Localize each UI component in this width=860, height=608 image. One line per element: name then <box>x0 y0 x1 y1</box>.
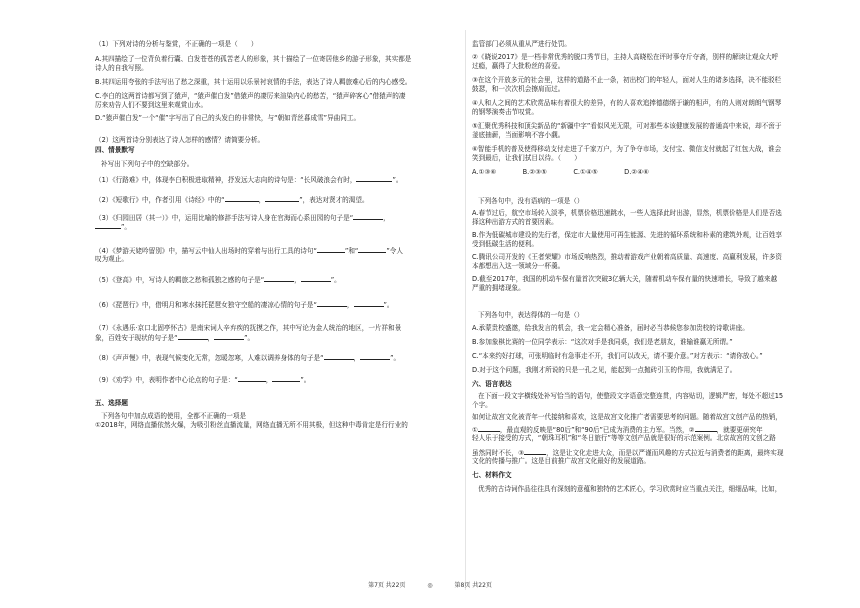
fill-blank <box>272 375 300 382</box>
line-text: 鼓瑟，和一次次机会擦肩而过。 <box>472 85 565 93</box>
line-text: 择这种出游方式的首要因素。 <box>472 218 558 226</box>
right-page-number: 第8页 共22页 <box>454 582 492 589</box>
line-text: ”。 <box>392 176 403 184</box>
line-text: 的钢琴演奏击节叹赏。 <box>472 108 538 116</box>
fill-blank <box>353 213 383 220</box>
line-text: ”。 <box>383 301 394 309</box>
line-text: ，这是让文化走进大众，而是以严谨而风趣的方式拉近与消费者的距离，最终实现 <box>546 449 784 457</box>
line-text: （3）《归园田居（其一）》中，运用比喻的修辞手法写诗人身在官海而心系田园的句子是“ <box>95 214 354 222</box>
text-line <box>472 85 842 94</box>
line-text: （7）《永遇乐·京口北固亭怀古》是南宋词人辛弃疾的抚摸之作，其中写论为金人统治的地区，一片祥和景 <box>95 324 402 332</box>
text-line <box>95 136 459 145</box>
line-text: D.对于这个问题，我刚才所说的只是一孔之见，能起到一点抛砖引玉的作用，我就满足了。 <box>472 366 737 374</box>
line-text: ”，表达对贤才的渴望。 <box>299 196 369 204</box>
text-line <box>95 222 459 232</box>
line-text: ”和“ <box>344 247 359 255</box>
line-text: A.春节过后，航空市场转入淡季，机票价格迅速跳水，一些人选择此时出游，显然，机票价格是人们是否选 <box>472 209 782 217</box>
text-line <box>95 64 459 73</box>
line-text: ， <box>265 376 273 384</box>
fill-blank <box>695 425 717 432</box>
fill-blank <box>95 222 121 229</box>
text-line <box>472 253 842 262</box>
text-line <box>472 366 842 375</box>
text-line <box>472 53 842 62</box>
text-line <box>472 40 842 49</box>
line-text: 在下面一段文字横线处补写恰当的语句，使整段文字语意完整连贯，内容贴切，逻辑严密，每处不超过15 <box>478 392 784 400</box>
line-text: ⑤汇聚优秀科技和顶尖新品的“新疆中字”看似风光无限，可对那些本该健康发展的普通高中来说，却不啻于 <box>472 122 782 130</box>
fill-blank <box>301 275 331 282</box>
line-text: ②《晓说2017》是一档非常优秀的脱口秀节目，主持人高晓松在评时事夺斤夺斋，别样的解读让观众大呼 <box>472 53 779 61</box>
line-text: C.李白的这两首诗都写到了猿声，“猿声催白发”借猿声的凄厉来渲染内心的愁苦，“猿声碎客心”借猿声的凄 <box>95 92 406 100</box>
text-line <box>95 55 459 64</box>
text-line <box>95 92 459 101</box>
left-page-number: 第7页 共22页 <box>368 582 406 589</box>
text-line <box>472 401 842 410</box>
line-text: ⑥智能手机的普及使得移动支付走进了千家万户，为了争夺市场，支付宝、微信支付就起了红包大战，谁会 <box>472 145 782 153</box>
line-text: （5）《登高》中，写诗人的羁旅之愁和孤独之感的句子是“ <box>95 276 265 284</box>
text-line <box>472 168 842 177</box>
text-line <box>95 353 459 363</box>
fill-blank <box>238 375 266 382</box>
line-text: ① <box>472 426 478 434</box>
line-text: 如何让故宫文化被青年一代接纳和喜欢，这是故宫文化推广者需要思考的问题。随着故宫文创产品的热销， <box>472 413 782 421</box>
line-text: ”。 <box>244 334 255 342</box>
text-line <box>95 275 459 285</box>
text-line <box>478 311 842 320</box>
line-text: ，最直观的反映是“80后”和“90后”已成为消费的主力军。当然，② <box>499 426 695 434</box>
line-text: （2）《短歌行》中，作者引用《诗经》中的“ <box>95 196 225 204</box>
text-line <box>95 101 459 110</box>
line-text: ”令人 <box>386 247 403 255</box>
text-line <box>472 99 842 108</box>
text-line <box>95 300 459 310</box>
text-line <box>472 324 842 333</box>
section-heading <box>472 471 842 480</box>
line-text: 个字。 <box>472 401 492 409</box>
text-line <box>478 392 842 401</box>
text-line <box>472 108 842 117</box>
line-text: ， <box>353 354 361 362</box>
text-line <box>472 338 842 347</box>
line-text: ①2018年，网络直播依然火爆，为吸引粉丝直播流量，网络直播无所不用其极，但这种中毒肯定是行行业的 <box>95 421 408 429</box>
line-text: ， <box>207 334 215 342</box>
line-text: D.“猿声催白发”一个“催”字写出了自己的头发白的非常快，与“朝如青丝暮成雪”异曲同工。 <box>95 114 361 122</box>
line-text: B.作为低碳城市建设的先行者，保定市大量使用可再生能源、先进的循环系统和朴素的建筑外观，让百姓享 <box>472 231 782 239</box>
line-text: A.①③⑥ B.②③⑤ C.①④⑤ D.②④⑥ <box>472 168 650 176</box>
line-text: ”。 <box>390 354 401 362</box>
fill-blank <box>214 333 244 340</box>
section-heading <box>95 399 459 408</box>
fill-blank <box>524 448 546 455</box>
text-line <box>472 154 842 163</box>
line-text: ， <box>258 196 266 204</box>
fill-blank <box>356 175 392 182</box>
right-page-column <box>472 0 842 608</box>
page-divider <box>465 30 466 590</box>
line-text: ， <box>294 276 301 284</box>
line-text: A.其四描绘了一位背负着行囊、白发苍苍的孤苦老人的形象，其十描绘了一位寄居他乡的游子形象，其实都是 <box>95 55 412 63</box>
text-line <box>478 485 842 494</box>
line-text: 诗人的自我写照。 <box>95 64 148 72</box>
line-text: 六、语言表达 <box>472 380 512 388</box>
line-text: A.承蒙贵校盛邀，给我发言的机会，我一定会精心准备，届时必当恭候您参加贵校的诗歌讲座。 <box>472 324 749 332</box>
fill-blank <box>264 275 294 282</box>
text-line <box>472 275 842 284</box>
line-text: 受到低碳生活的便利。 <box>472 240 538 248</box>
line-text: ”。 <box>300 376 311 384</box>
text-line <box>472 76 842 85</box>
page-footer <box>0 580 860 589</box>
text-line <box>95 195 459 205</box>
center-mark: ◎ <box>427 582 433 589</box>
line-text: 釜底抽薪，当面影响不容小觑。 <box>472 131 565 139</box>
text-line <box>472 122 842 131</box>
fill-blank <box>324 353 354 360</box>
text-line <box>101 412 459 421</box>
fill-blank <box>265 195 299 202</box>
line-text: C.腾讯公司开发的《王者荣耀》市场反响热烈，推动着游戏产业朝着高质量、高速度、高赢利发展，许多资 <box>472 253 783 261</box>
text-line <box>472 434 842 443</box>
text-line <box>95 375 459 385</box>
line-text: ④人和人之间的艺术欣赏品味有着很大的差异，有的人喜欢追捧德德纲于谦的相声，有的人则对朗朗气钢琴 <box>472 99 782 107</box>
left-page-column <box>95 0 459 608</box>
text-line <box>472 457 842 466</box>
line-text: 笑到最后，让我们拭目以待。（ ） <box>472 154 581 162</box>
text-line <box>478 197 842 206</box>
fill-blank <box>360 353 390 360</box>
text-line <box>472 413 842 422</box>
line-text: 下列各句中加点成语的使用，全都不正确的一项是 <box>101 412 247 420</box>
text-line <box>95 421 459 430</box>
line-text: ”。 <box>121 223 132 231</box>
text-line <box>95 324 459 333</box>
line-text: 优秀的古诗词作品往往具有深刻的意蕴和独特的艺术匠心，学习欣赏时应当重点关注，细细品味，比如， <box>478 485 782 493</box>
line-text: 文化的传播与推广。这是目前推广故宫文化最好的发展道路。 <box>472 457 651 465</box>
line-text: 四、情景默写 <box>95 146 135 154</box>
line-text: D.截至2017年，我国的机动车保有量首次突破3亿辆大关，随着机动车保有量的快速增长，导致了越来越 <box>472 275 778 283</box>
line-text: ， <box>346 301 354 309</box>
line-text: 象，百姓安于现状的句子是“ <box>95 334 178 342</box>
line-text: 下列各句中，没有语病的一项是（） <box>478 197 584 205</box>
line-text: 下列各句中，表达得体的一句是（） <box>478 311 584 319</box>
line-text: （4）《梦游天姥吟留别》中，描写云中仙人出场时的穿着与出行工具的诗句“ <box>95 247 317 255</box>
line-text: ，就要更研究年 <box>716 426 763 434</box>
line-text: （2）这两首诗分别表达了诗人怎样的感情？请简要分析。 <box>95 136 265 144</box>
text-line <box>472 131 842 140</box>
line-text: 严重的拥堵现象。 <box>472 284 525 292</box>
line-text: （1）下列对诗的分析与鉴赏，不正确的一项是（ ） <box>95 40 258 48</box>
line-text: ”。 <box>330 276 341 284</box>
line-text: 过瘾，赢得了大批粉丝的喜爱。 <box>472 62 565 70</box>
line-text: （6）《琵琶行》中，借明月和寒水抹托琵琶女独守空船的凄凉心情的句子是“ <box>95 301 317 309</box>
fill-blank <box>225 195 259 202</box>
line-text: 补写出下列句子中的空缺部分。 <box>101 160 194 168</box>
line-text: 虽然同时不长，③ <box>472 449 525 457</box>
line-text: 叹为观止。 <box>95 255 128 263</box>
line-text: 厉来劝告人们不要到这里来观赏山水。 <box>95 101 208 109</box>
fill-blank <box>317 300 347 307</box>
text-line <box>472 262 842 271</box>
line-text: B.参加象棋比赛的一位同学表示：“这次对手是我同桌，我们是老朋友，谁输谁赢无所谓。” <box>472 338 733 346</box>
text-line <box>95 78 459 87</box>
text-line <box>95 175 459 185</box>
fill-blank <box>358 246 386 253</box>
line-text: 监管部门必须从重从严进行处罚。 <box>472 40 571 48</box>
line-text: （1）《行路难》中，体现李白积极进取精神，抒发远大志向的诗句是：“长风破浪会有时， <box>95 176 357 184</box>
line-text: （8）《声声慢》中，表现气候变化无常，忽暖忽寒，人难以调养身体的句子是“ <box>95 354 324 362</box>
text-line <box>472 231 842 240</box>
line-text: 轻人乐于接受的方式，“朝珠耳机”和“冬日旅行”等等文创产品就是很好的示范案例。北京故宫的文创之路 <box>472 434 776 442</box>
line-text: 五、选择题 <box>95 399 128 407</box>
line-text: B.其四运用夸张的手法写出了愁之深重，其十运用以乐景衬哀情的手法，表达了诗人羁旅难心后的内心感受。 <box>95 78 412 86</box>
text-line <box>472 352 842 361</box>
text-line <box>472 218 842 227</box>
text-line <box>95 40 459 49</box>
fill-blank <box>354 300 384 307</box>
line-text: ③在这个开放多元的社会里，这样的道路不止一条，初出校门的年轻人，面对人生的诸多选择，决不能驳栏 <box>472 76 782 84</box>
text-line <box>472 145 842 154</box>
line-text: （9）《劝学》中，表明作者中心论点的句子是：“ <box>95 376 238 384</box>
fill-blank <box>478 425 500 432</box>
section-heading <box>472 380 842 389</box>
text-line <box>472 62 842 71</box>
text-line <box>472 209 842 218</box>
line-text: 本都想出入这一领域分一杯羹。 <box>472 262 565 270</box>
section-heading <box>95 146 459 155</box>
line-text: C.“本来约好打球，可张明临时有急事走不开，我们可以改天，请不要介意。”对方表示：“请你放心。” <box>472 352 763 360</box>
text-line <box>95 255 459 264</box>
text-line <box>95 114 459 123</box>
text-line <box>101 160 459 169</box>
line-text: ， <box>383 214 390 222</box>
fill-blank <box>178 333 208 340</box>
text-line <box>472 240 842 249</box>
text-line <box>472 284 842 293</box>
line-text: 七、材料作文 <box>472 471 512 479</box>
text-line <box>95 333 459 343</box>
fill-blank <box>317 246 345 253</box>
